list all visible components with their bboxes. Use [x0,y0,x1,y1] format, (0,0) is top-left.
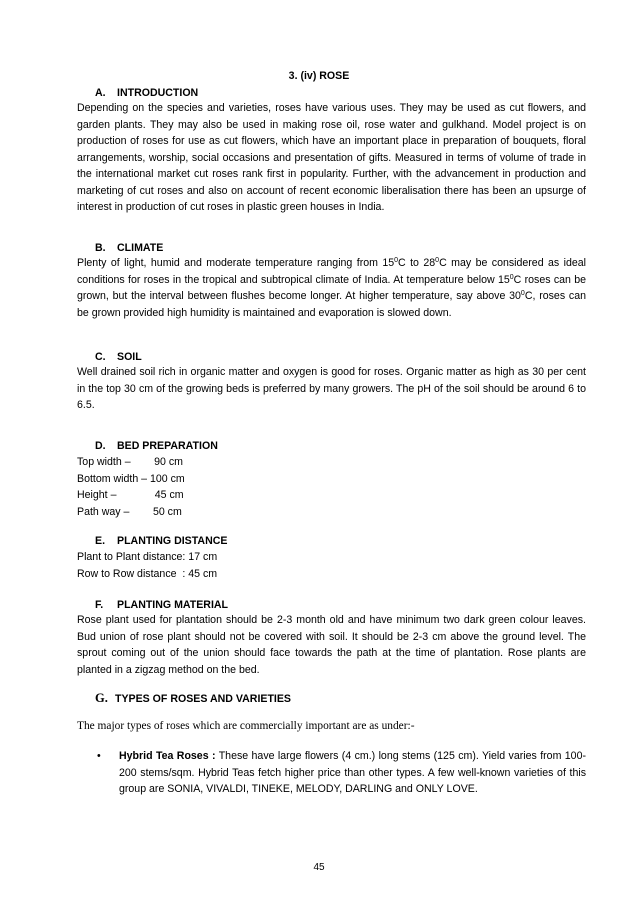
list-item: Path way – 50 cm [77,505,182,518]
degree-superscript: 0 [394,257,399,264]
section-title: PLANTING MATERIAL [117,599,229,611]
planting-material-paragraph: Rose plant used for plantation should be 2-3 month old and have minimum two dark green colour leaves. Bud union of rose plant should not be covered with soil. It should be 2-3 cm above the ground level. The sprout coming out of the union should face towards the path at the time of plantation. Rose plants are planted in a zigzag method on the bed. [77,614,586,676]
section-heading-types-of-roses [95,690,291,708]
section-title: CLIMATE [117,242,164,254]
section-title: TYPES OF ROSES AND VARIETIES [115,693,292,705]
section-letter: D. [95,440,106,452]
hybrid-tea-bullet-item [119,748,586,798]
section-letter: F. [95,599,104,611]
climate-text-1: Plenty of light, humid and moderate temperature ranging from 15 [77,257,395,269]
climate-text-3: C may be considered as ideal conditions for roses in the tropical and subtropical climate of India. At temperature below 15 [77,257,587,286]
section-letter: B. [95,242,106,254]
bullet-icon: • [97,750,101,762]
page-number: 45 [313,862,325,873]
section-heading-planting-distance [95,533,227,550]
soil-paragraph: Well drained soil rich in organic matter and oxygen is good for roses. Organic matter as high as 30 per cent in the top 30 cm of the growing beds is preferred by many growers. The pH of the soil should be around 6 to 6.5. [77,366,586,411]
bullet-label: Hybrid Tea Roses : [119,750,216,762]
section-letter: E. [95,535,106,547]
types-intro-text: The major types of roses which are commercially important are as under:- [77,720,415,732]
section-letter: G. [95,691,108,705]
section-title: INTRODUCTION [117,87,199,99]
bullet-body: These have large flowers (4 cm.) long stems (125 cm). Yield varies from 100-200 stems/sqm. Hybrid Teas fetch higher price than other types. A few well-known varieties of this group are SONIA, VIVALDI, TINEKE, MELODY, DARLING and ONLY LOVE. [119,750,586,795]
bed-dimensions-list [77,454,185,520]
climate-text-4: C roses can be grown, but the interval between flushes become longer. At higher temperature, say above 30 [77,273,587,302]
section-title: PLANTING DISTANCE [117,535,228,547]
introduction-paragraph: Depending on the species and varieties, roses have various uses. They may be used as cut flowers, and garden plants. They may also be used in making rose oil, rose water and gulkhand. Model project is on production of roses for use as cut flowers, which have an important place in preparation of bouquets, floral arrangements, worship, social occasions and presentation of gifts. Measured in terms of volume of trade in the international market cut roses rank first in popularity. Further, with the advancement in production and marketing of cut roses and also on account of recent economic liberalisation there has been an upsurge of interest in production of cut roses in plastic green houses in India. [77,102,586,213]
list-item: Height – 45 cm [77,489,184,501]
planting-distance-list [77,549,217,582]
list-item: Plant to Plant distance: 17 cm [77,551,218,563]
degree-superscript: 0 [509,273,514,281]
climate-text-5: C, roses can be grown provided high humidity is maintained and evaporation is slowed down. [77,290,586,319]
page-title: 3. (iv) ROSE [288,70,350,82]
list-item: Top width – 90 cm [77,456,183,468]
list-item: Bottom width – 100 cm [77,472,185,485]
section-title: SOIL [117,351,142,363]
list-item: Row to Row distance : 45 cm [77,567,218,580]
climate-text-2: C to 28 [398,257,436,269]
degree-superscript: 0 [435,257,440,264]
section-letter: C. [95,351,106,363]
section-title: BED PREPARATION [117,440,218,452]
degree-superscript: 0 [520,290,525,297]
section-heading-bed-preparation [95,438,218,455]
section-letter: A. [95,87,106,99]
climate-paragraph [77,255,586,321]
